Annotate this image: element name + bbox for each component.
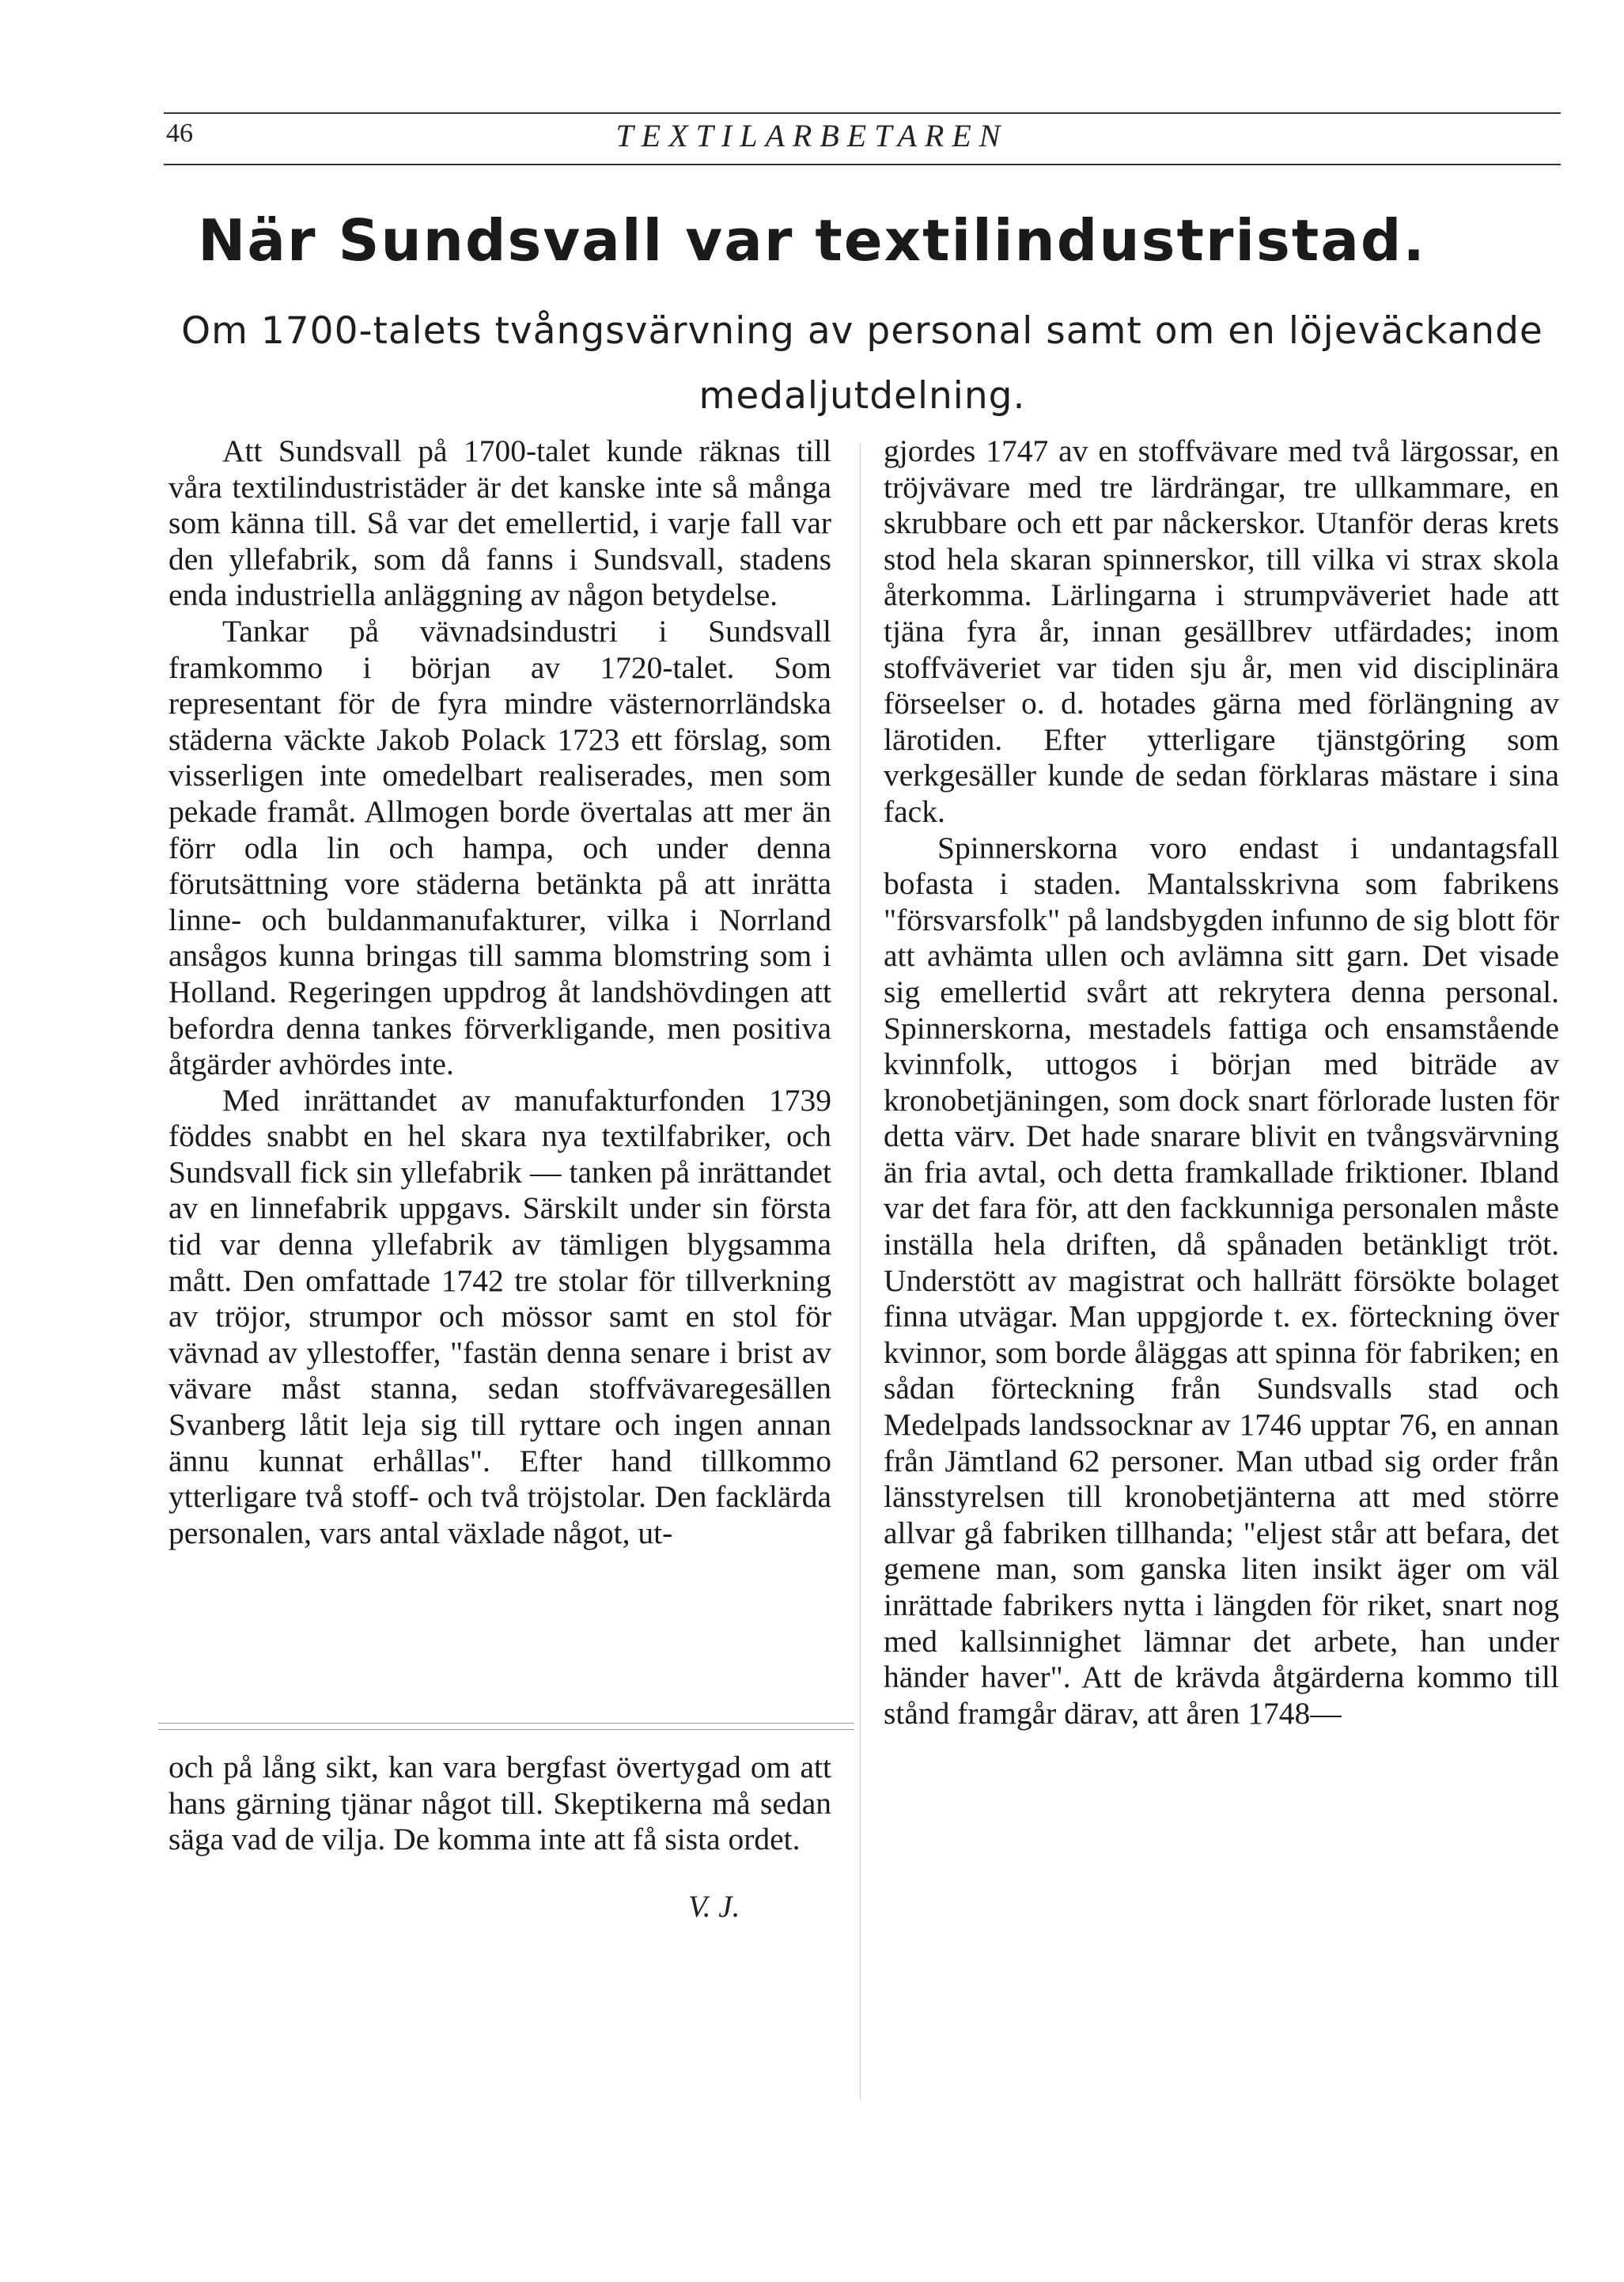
section-separator [158, 1729, 854, 1730]
paragraph: Tankar på vävnadsindustri i Sundsvall framkommo i början av 1720-talet. Som representant för de fyra mindre västernorrländska städerna väckte Jakob Polack 1723 ett förslag, som visserligen inte omedelbart realiserades, men som pekade framåt. Allmogen borde övertalas att mer än förr odla lin och hampa, och under denna förutsättning vore städerna betänkta på att inrätta linne- och buldanmanufakturer, vilka i Norrland ansågos kunna bringas till samma blomstring som i Holland. Regeringen uppdrog åt landshövdingen att befordra denna tankes förverkligande, men positiva åtgärder avhördes inte. [168, 613, 831, 1082]
paragraph: gjordes 1747 av en stoffvävare med två lärgossar, en tröjvävare med tre lärdrängar, tre ullkammare, en skrubbare och ett par nåckerskor. Utanför deras krets stod hela skaran spinnerskor, till vilka vi strax skola återkomma. Lärlingarna i strumpväveriet hade att tjäna fyra år, innan gesällbrev utfärdades; inom stoffväveriet var tiden sju år, men vid disciplinära förseelser o. d. hotades gärna med förlängning av lärotiden. Efter ytterligare tjänstgöring som verkgesäller kunde de sedan förklaras mästare i sina fack. [884, 433, 1559, 829]
column-divider [860, 443, 861, 2100]
left-column [168, 433, 831, 1719]
left-column-ending [168, 1750, 831, 1858]
article-subtitle: Om 1700-talets tvångsvärvning av personal samt om en löjeväckande medaljutdelning. [181, 309, 1543, 418]
right-column [884, 433, 1559, 2102]
page-number: 46 [166, 119, 193, 148]
author-signature: V. J. [688, 1890, 740, 1924]
paragraph: och på lång sikt, kan vara bergfast övertygad om att hans gärning tjänar något till. Skeptikerna må sedan säga vad de vilja. De komma inte att få sista ordet. [168, 1750, 831, 1857]
article-title: När Sundsvall var textilindustristad. [198, 207, 1426, 274]
paragraph: Med inrättandet av manufakturfonden 1739 föddes snabbt en hel skara nya textilfabriker, och Sundsvall fick sin yllefabrik — tanken på inrättandet av en linnefabrik uppgavs. Särskilt under sin första tid var denna yllefabrik av tämligen blygsamma mått. Den omfattade 1742 tre stolar för tillverkning av tröjor, strumpor och mössor samt en stol för vävnad av yllestoffer, "fastän denna senare i brist av vävare måst stanna, sedan stoffvävaregesällen Svanberg låtit leja sig till ryttare och ingen annan ännu kunnat erhållas". Efter hand tillkommo ytterligare två stoff- och två tröjstolar. Den facklärda personalen, vars antal växlade något, ut- [168, 1082, 831, 1550]
paragraph: Spinnerskorna voro endast i undantagsfall bofasta i staden. Mantalsskrivna som fabrikens "försvarsfolk" på landsbygden infunno de sig blott för att avhämta ullen och avlämna sitt garn. Det visade sig emellertid svårt att rekrytera denna personal. Spinnerskorna, mestadels fattiga och ensamstående kvinnfolk, uttogos i början med biträde av kronobetjäningen, som dock snart förlorade lusten för detta värv. Det hade snarare blivit en tvångsvärvning än fria avtal, och detta framkallade friktioner. Ibland var det fara för, att den fackkunniga personalen måste inställa hela driften, då spånaden betänkligt tröt. Understött av magistrat och hallrätt försökte bolaget finna utvägar. Man uppgjorde t. ex. förteckning över kvinnor, som borde åläggas att spinna för fabriken; en sådan förteckning från Sundsvalls stad och Medelpads landssocknar av 1746 upptar 76, en annan från Jämtland 62 personer. Man utbad sig order från länsstyrelsen till kronobetjänterna att med större allvar gå fabriken tillhanda; "eljest står att befara, det gemene man, som ganska liten insikt äger om väl inrättade fabrikers nytta i längden för riket, snart nog med kallsinnighet lämnar det arbete, han under händer haver". Att de krävda åtgärderna kommo till stånd framgår därav, att åren 1748— [884, 830, 1559, 1731]
header-bottom-rule [164, 164, 1561, 165]
paragraph: Att Sundsvall på 1700-talet kunde räknas till våra textilindustristäder är det kanske inte så många som känna till. Så var det emellertid, i varje fall var den yllefabrik, som då fanns i Sundsvall, stadens enda industriella anläggning av någon betydelse. [168, 433, 831, 613]
running-head: TEXTILARBETAREN [615, 118, 1009, 153]
header-top-rule [164, 112, 1561, 114]
section-separator [158, 1723, 854, 1724]
